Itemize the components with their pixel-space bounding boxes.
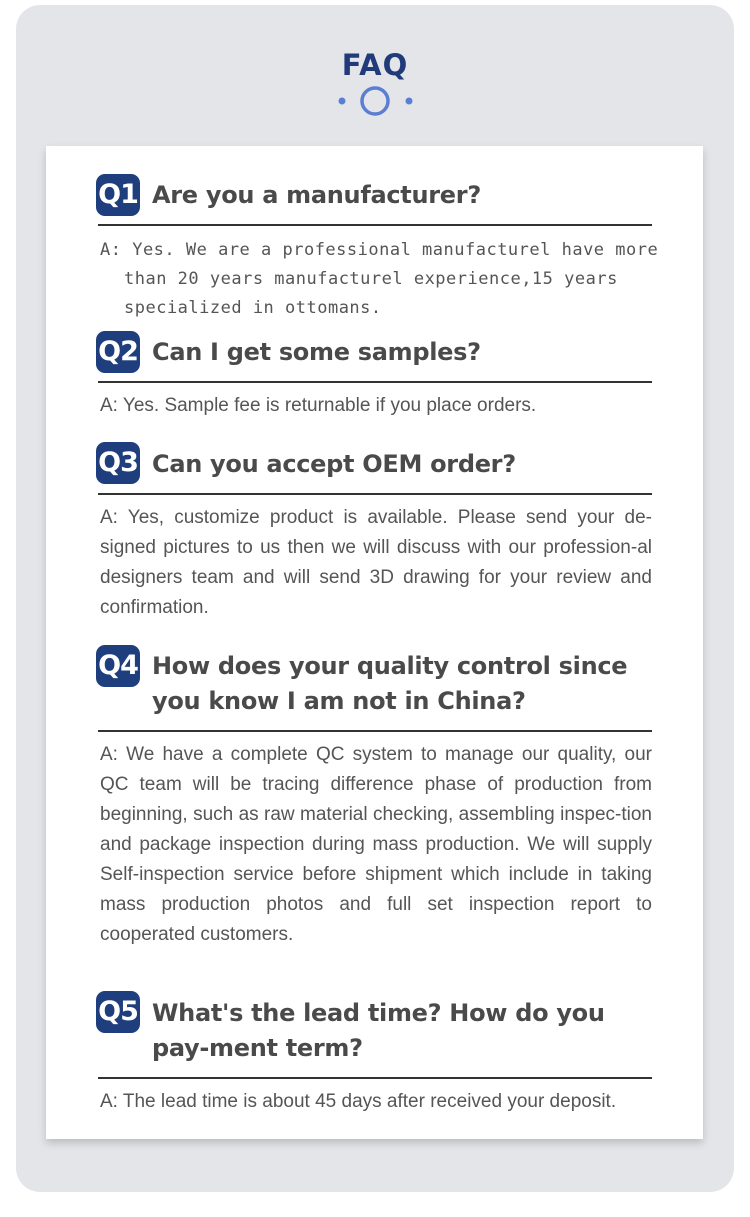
q2-answer: A: Yes. Sample fee is returnable if you place orders. xyxy=(100,395,537,416)
q1-question: Are you a manufacturer? xyxy=(152,181,481,209)
q2-question: Can I get some samples? xyxy=(152,338,481,366)
q2-badge: Q2 xyxy=(96,331,140,373)
q3-question: Can you accept OEM order? xyxy=(152,450,516,478)
q5-question: What's the lead time? How do you pay-ment term? xyxy=(152,999,605,1062)
q1-answer: A: Yes. We are a professional manufacturel have more than 20 years manufacturel experience,15 years specialized in ottomans. xyxy=(100,240,659,318)
q5-divider xyxy=(98,1077,652,1079)
q5-badge: Q5 xyxy=(96,991,140,1033)
q4-question: How does your quality control since you know I am not in China? xyxy=(152,652,628,715)
q3-answer: A: Yes, customize product is available. Please send your de-signed pictures to us then we will discuss with our profession-al designers team and will send 3D drawing for your review and confirmation. xyxy=(100,507,652,618)
q1-badge: Q1 xyxy=(96,174,140,216)
q4-badge: Q4 xyxy=(96,645,140,687)
q2-divider xyxy=(98,381,652,383)
q3-badge: Q3 xyxy=(96,442,140,484)
q4-answer: A: We have a complete QC system to manage our quality, our QC team will be tracing difference phase of production from beginning, such as raw material checking, assembling inspec-tion and package inspection during mass production. We will supply Self-inspection service before shipment which include in taking mass production photos and full set inspection report to cooperated customers. xyxy=(100,744,652,945)
q1-divider xyxy=(98,224,652,226)
q3-divider xyxy=(98,493,652,495)
circle-dots-decoration xyxy=(335,84,415,118)
page-title: FAQ xyxy=(341,48,409,82)
q5-answer: A: The lead time is about 45 days after received your deposit. xyxy=(100,1091,617,1112)
q4-divider xyxy=(98,730,652,732)
